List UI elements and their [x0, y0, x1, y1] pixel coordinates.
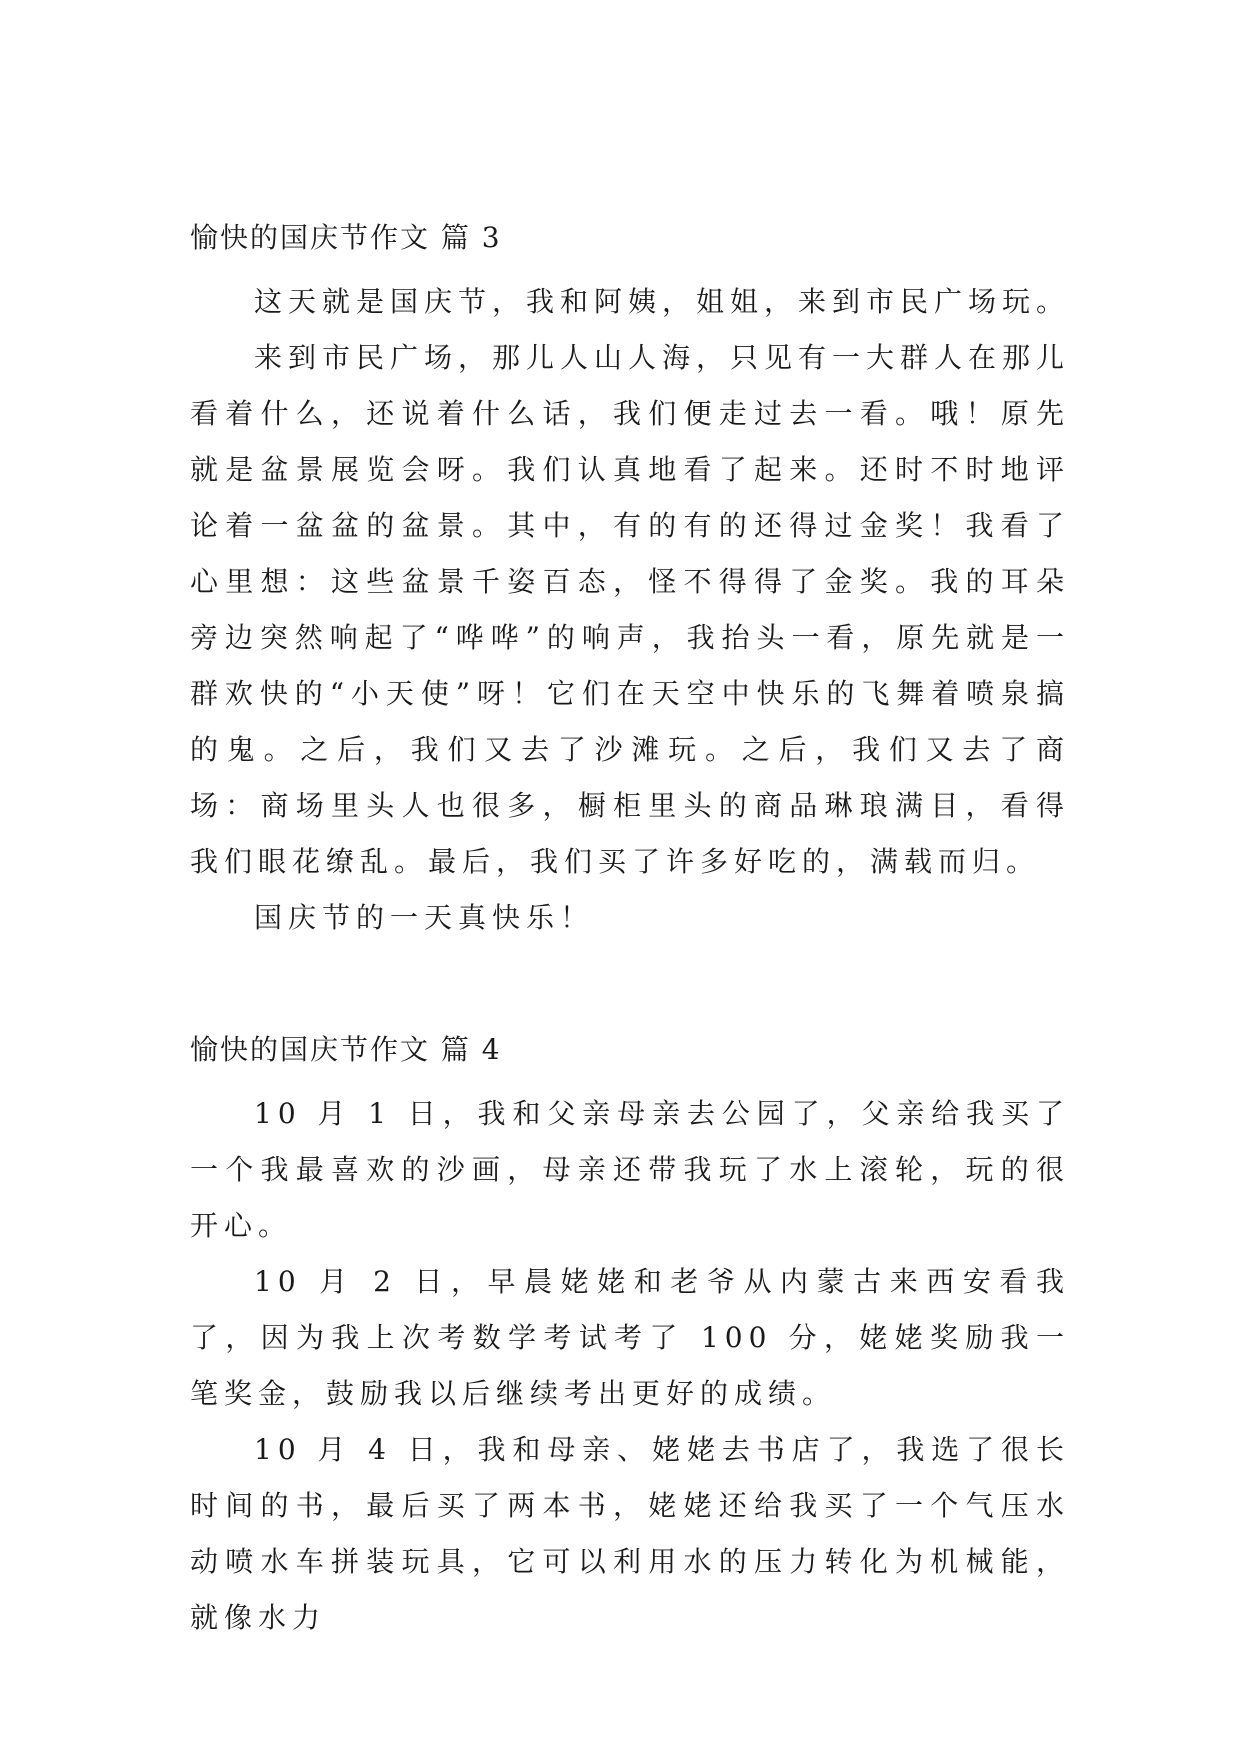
section-heading: 愉快的国庆节作文 篇 3: [190, 221, 502, 254]
paragraph: 来到市民广场，那儿人山人海，只见有一大群人在那儿看着什么，还说着什么话，我们便走过去一看。哦！原先就是盆景展览会呀。我们认真地看了起来。还时不时地评论着一盆盆的盆景。其中，有的有的还得过金奖！我看了心里想：这些盆景千姿百态，怪不得得了金奖。我的耳朵旁边突然响起了“哗哗”的响声，我抬头一看，原先就是一群欢快的“小天使”呀！它们在天空中快乐的飞舞着喷泉搞的鬼。之后，我们又去了沙滩玩。之后，我们又去了商场：商场里头人也很多，橱柜里头的商品琳琅满目，看得我们眼花缭乱。最后，我们买了许多好吃的，满载而归。: [190, 341, 1071, 878]
essay-section-4: [190, 1030, 1070, 1646]
paragraph: 10 月 4 日，我和母亲、姥姥去书店了，我选了很长时间的书，最后买了两本书，姥姥还给我买了一个气压水动喷水车拼装玩具，它可以利用水的压力转化为机械能，就像水力: [190, 1433, 1070, 1634]
essay-section-3: [190, 218, 1070, 946]
paragraph: 10 月 2 日，早晨姥姥和老爷从内蒙古来西安看我了，因为我上次考数学考试考了 100 分，姥姥奖励我一笔奖金，鼓励我以后继续考出更好的成绩。: [190, 1265, 1070, 1410]
paragraph: 国庆节的一天真快乐！: [254, 901, 595, 934]
section-heading: 愉快的国庆节作文 篇 4: [190, 1033, 502, 1066]
paragraph: 10 月 1 日，我和父亲母亲去公园了，父亲给我买了一个我最喜欢的沙画，母亲还带我玩了水上滚轮，玩的很开心。: [190, 1097, 1070, 1242]
paragraph: 这天就是国庆节，我和阿姨，姐姐，来到市民广场玩。: [254, 285, 1071, 318]
